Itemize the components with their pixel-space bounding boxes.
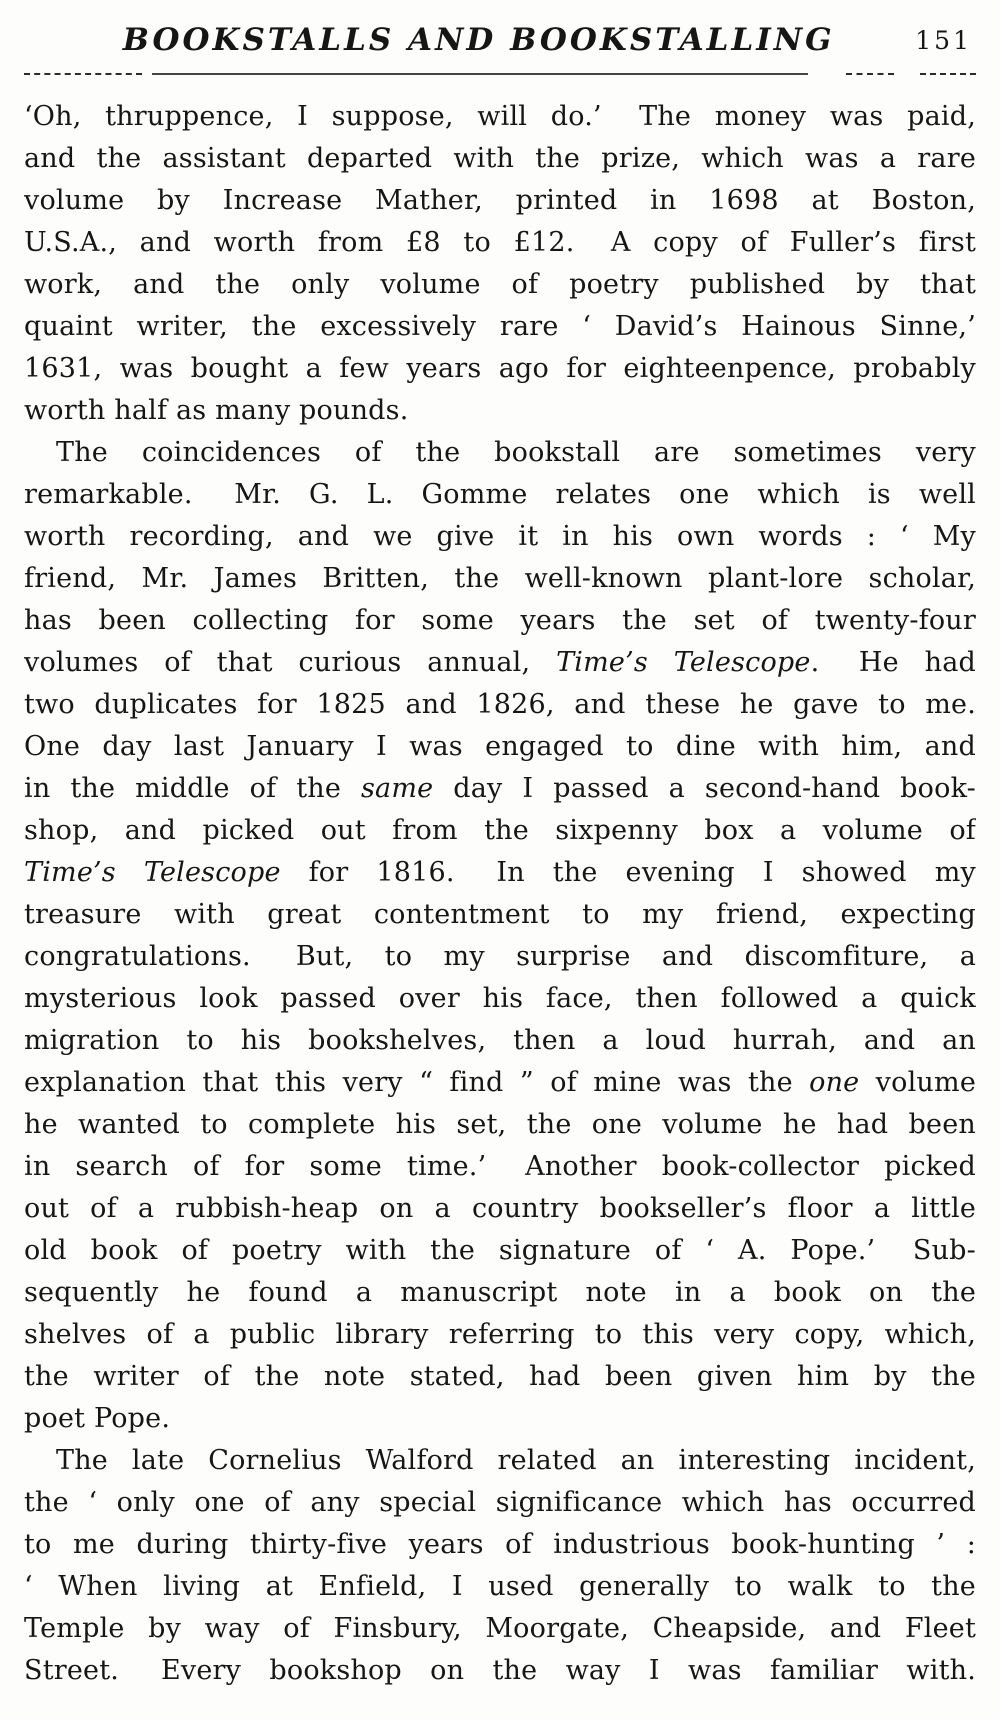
text-run: One day last January I was engaged to dine with him, and — [24, 731, 976, 762]
text-line — [24, 1356, 976, 1398]
text-run: worth recording, and we give it in his own words : ‘ My — [24, 521, 976, 552]
text-line — [24, 264, 976, 306]
text-run: ‘ When living at Enfield, I used generally to walk to the — [24, 1571, 976, 1602]
text-run: the writer of the note stated, had been given him by the — [24, 1361, 976, 1392]
text-run: work, and the only volume of poetry published by that — [24, 269, 976, 300]
text-run: old book of poetry with the signature of ‘ A. Pope.’ Sub- — [24, 1235, 976, 1266]
page-body — [24, 96, 976, 1692]
text-run: for 1816. In the evening I showed my — [280, 857, 976, 888]
text-run: out of a rubbish-heap on a country bookseller’s floor a little — [24, 1193, 976, 1224]
text-line — [24, 1608, 976, 1650]
text-line — [24, 96, 976, 138]
text-line — [24, 642, 976, 684]
text-run: day I passed a second-hand book- — [433, 773, 976, 804]
text-run: U.S.A., and worth from £8 to £12. A copy of Fuller’s first — [24, 227, 976, 258]
text-run: to me during thirty-five years of industrious book-hunting ’ : — [24, 1529, 976, 1560]
rule-segment — [24, 73, 142, 75]
text-line — [24, 936, 976, 978]
text-line — [24, 1146, 976, 1188]
text-run: Temple by way of Finsbury, Moorgate, Cheapside, and Fleet — [24, 1613, 976, 1644]
text-run: shelves of a public library referring to this very copy, which, — [24, 1319, 976, 1350]
paragraph — [24, 96, 976, 432]
paragraph — [24, 432, 976, 1440]
text-line — [24, 348, 976, 390]
text-run: in search of for some time.’ Another book-collector picked — [24, 1151, 976, 1182]
text-run: 1631, was bought a few years ago for eighteenpence, probably — [24, 353, 976, 384]
text-run: he wanted to complete his set, the one volume he had been — [24, 1109, 976, 1140]
rule-segment — [920, 73, 976, 75]
text-line — [24, 1188, 976, 1230]
text-line — [24, 1482, 976, 1524]
text-run: mysterious look passed over his face, then followed a quick — [24, 983, 976, 1014]
rule-segment — [846, 73, 894, 75]
text-run: sequently he found a manuscript note in a book on the — [24, 1277, 976, 1308]
text-run: has been collecting for some years the set of twenty-four — [24, 605, 976, 636]
text-run: ‘Oh, thruppence, I suppose, will do.’ The money was paid, — [24, 101, 976, 132]
text-line — [24, 180, 976, 222]
page-number: 151 — [915, 26, 972, 55]
text-line — [24, 474, 976, 516]
text-line — [24, 978, 976, 1020]
rule-segment — [152, 73, 808, 75]
text-line — [24, 1650, 976, 1692]
text-run: quaint writer, the excessively rare ‘ David’s Hainous Sinne,’ — [24, 311, 976, 342]
text-run: poet Pope. — [24, 1403, 171, 1434]
text-line — [24, 432, 976, 474]
text-line — [24, 1398, 976, 1440]
running-head — [24, 14, 976, 64]
text-run: congratulations. But, to my surprise and discomfiture, a — [24, 941, 976, 972]
text-line — [24, 852, 976, 894]
page-title: BOOKSTALLS AND BOOKSTALLING — [122, 22, 835, 58]
text-line — [24, 222, 976, 264]
text-line — [24, 1566, 976, 1608]
italic-text-run: one — [809, 1067, 860, 1098]
text-line — [24, 600, 976, 642]
text-run: friend, Mr. James Britten, the well-known plant-lore scholar, — [24, 563, 976, 594]
text-line — [24, 516, 976, 558]
text-run: explanation that this very “ find ” of mine was the — [24, 1067, 810, 1098]
text-line — [24, 726, 976, 768]
text-line — [24, 1020, 976, 1062]
italic-text-run: same — [360, 773, 434, 804]
text-run: remarkable. Mr. G. L. Gomme relates one which is well — [24, 479, 976, 510]
text-line — [24, 390, 976, 432]
text-run: worth half as many pounds. — [24, 395, 409, 426]
text-line — [24, 810, 976, 852]
text-line — [24, 1062, 976, 1104]
text-run: The late Cornelius Walford related an interesting incident, — [56, 1445, 976, 1476]
text-run: volumes of that curious annual, — [24, 647, 557, 678]
text-line — [24, 1314, 976, 1356]
divider-rule — [24, 72, 976, 76]
text-line — [24, 768, 976, 810]
text-line — [24, 1104, 976, 1146]
text-line — [24, 138, 976, 180]
italic-text-run: Time’s Telescope — [556, 647, 811, 678]
text-run: volume by Increase Mather, printed in 1698 at Boston, — [24, 185, 976, 216]
text-run: treasure with great contentment to my friend, expecting — [24, 899, 976, 930]
paragraph — [24, 1440, 976, 1692]
text-run: two duplicates for 1825 and 1826, and these he gave to me. — [24, 689, 976, 720]
text-run: volume — [859, 1067, 976, 1098]
text-run: and the assistant departed with the prize, which was a rare — [24, 143, 976, 174]
text-line — [24, 1272, 976, 1314]
text-line — [24, 684, 976, 726]
italic-text-run: Time’s Telescope — [24, 857, 281, 888]
text-run: Street. Every bookshop on the way I was familiar with. — [24, 1655, 976, 1686]
text-line — [24, 1230, 976, 1272]
text-run: migration to his bookshelves, then a loud hurrah, and an — [24, 1025, 976, 1056]
text-line — [24, 1524, 976, 1566]
text-line — [24, 306, 976, 348]
text-run: shop, and picked out from the sixpenny box a volume of — [24, 815, 976, 846]
text-run: in the middle of the — [24, 773, 361, 804]
text-line — [24, 558, 976, 600]
text-run: the ‘ only one of any special significance which has occurred — [24, 1487, 976, 1518]
text-line — [24, 894, 976, 936]
text-run: . He had — [810, 647, 976, 678]
text-line — [24, 1440, 976, 1482]
text-run: The coincidences of the bookstall are sometimes very — [56, 437, 976, 468]
